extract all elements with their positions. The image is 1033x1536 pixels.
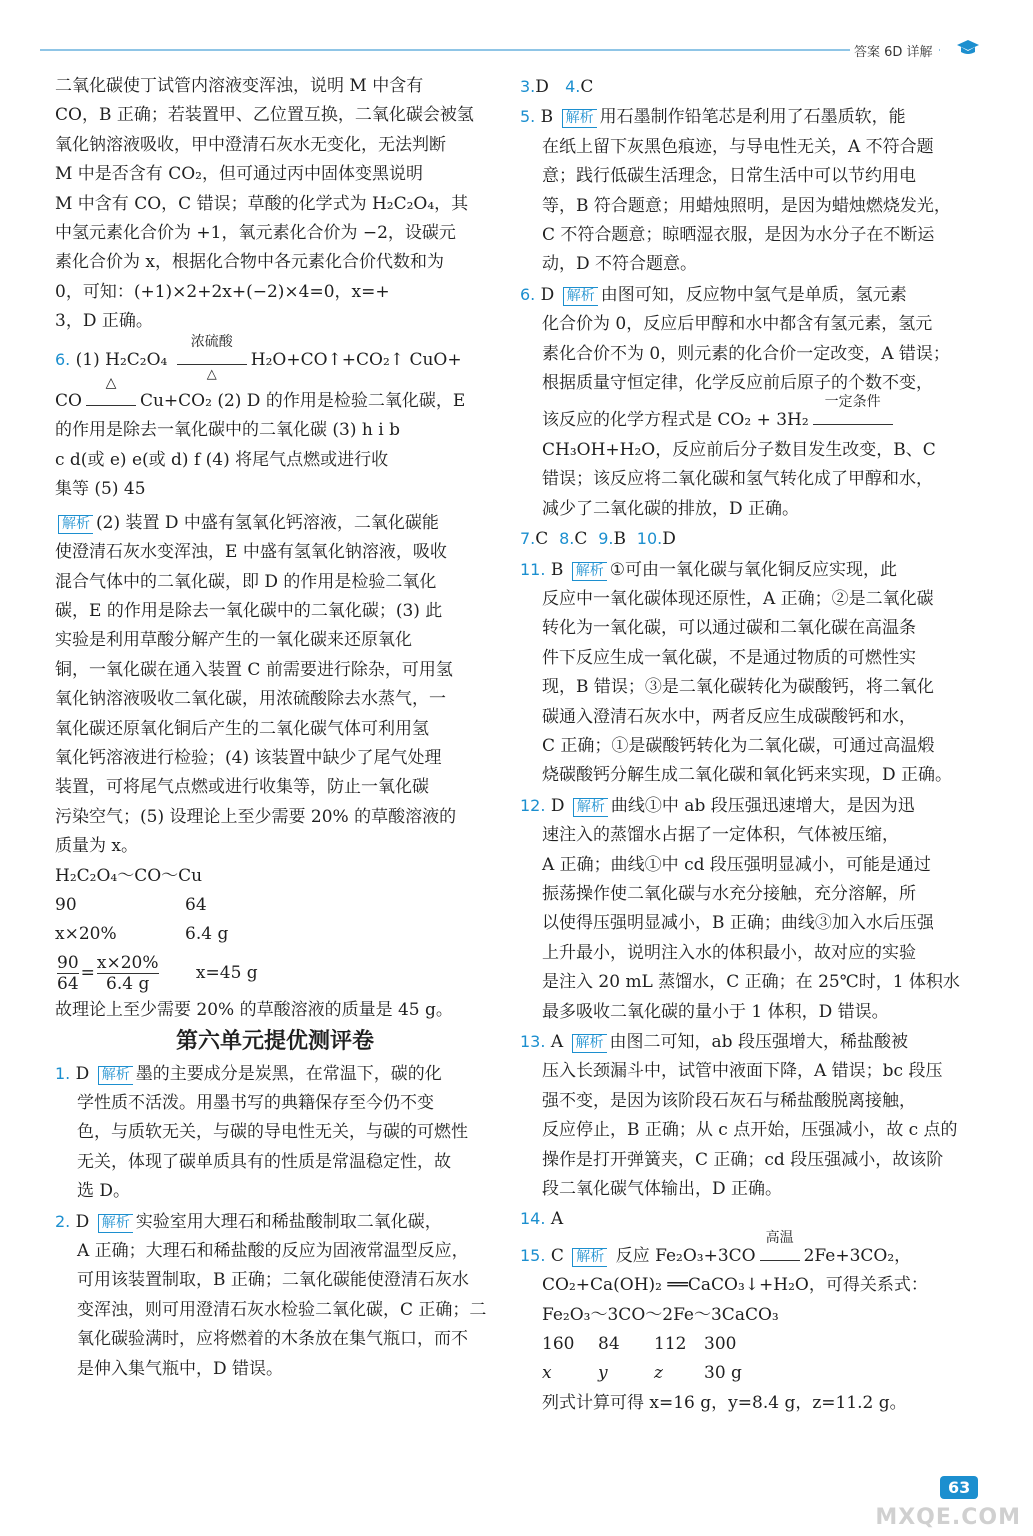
analysis-tag: 解析 <box>563 287 598 306</box>
analysis-tag: 解析 <box>572 562 607 581</box>
reaction-arrow <box>756 1229 804 1271</box>
relation-line <box>55 920 495 949</box>
text-line: 色，与质软无关，与碳的导电性无关，与碳的可燃性 <box>77 1122 468 1143</box>
text-line: 氧化钙溶液进行检验；(4) 该装置中缺少了尾气处理 <box>55 747 442 768</box>
text-line: 件下反应生成一氧化碳，不是通过物质的可燃性实 <box>542 647 916 668</box>
text-line: CO₂+Ca(OH)₂ ══CaCO₃↓+H₂O，可得关系式： <box>542 1275 928 1296</box>
answer-letter: D <box>535 77 549 97</box>
variable: y <box>598 1363 608 1384</box>
relation-line: H₂C₂O₄～CO～Cu <box>55 865 203 886</box>
left-column <box>55 72 495 1384</box>
text-span: ①可由一氧化碳与氧化铜反应实现，此 <box>609 559 898 580</box>
answer-letter: D <box>662 529 676 550</box>
question-number: 12. <box>520 795 546 815</box>
text-line: 最多吸收二氧化碳的量小于 1 体积，D 错误。 <box>542 1001 889 1022</box>
graduation-cap-icon <box>956 38 980 58</box>
reaction-arrow <box>82 375 140 416</box>
analysis-tag: 解析 <box>98 1066 133 1085</box>
denominator: 64 <box>57 973 79 994</box>
mass-value: 90 <box>55 894 77 915</box>
header-label: 答案 6D 详解 <box>850 41 939 60</box>
text-line: 是伸入集气瓶中，D 错误。 <box>77 1358 284 1379</box>
question-2-line <box>55 1207 495 1237</box>
question-number: 9. <box>598 529 614 549</box>
text-line: 强不变，是因为该阶段石灰石与稀盐酸脱离接触， <box>542 1090 916 1111</box>
result: x=45 g <box>195 962 258 983</box>
text-line: 动，D 不符合题意。 <box>542 254 698 275</box>
page-number: 63 <box>940 1476 978 1499</box>
mass-value: 112 <box>654 1334 687 1355</box>
text-line: 质量为 x。 <box>55 836 138 857</box>
analysis-tag: 解析 <box>58 515 93 534</box>
text-span: 实验室用大理石和稀盐酸制取二氧化碳， <box>135 1211 442 1232</box>
text-line: 根据质量守恒定律，化学反应前后原子的个数不变， <box>542 373 933 394</box>
text-line: 素化合价不为 0，则元素的化合价一定改变，A 错误； <box>542 343 950 364</box>
equation-reactant: (1) H₂C₂O₄ <box>75 349 168 370</box>
text-line: 二氧化碳使丁试管内溶液变浑浊，说明 M 中含有 <box>55 76 424 96</box>
text-line: 0，可知：(+1)×2+2x+(−2)×4=0，x=+ <box>55 281 390 302</box>
reaction-condition: 浓硫酸 <box>190 333 233 350</box>
text-line: 3，D 正确。 <box>55 311 153 332</box>
text-line: 氧化钠溶液吸收二氧化碳，用浓硫酸除去水蒸气，一 <box>55 689 446 710</box>
text-line: 氧化碳验满时，应将燃着的木条放在集气瓶口，而不 <box>77 1329 468 1350</box>
analysis-tag: 解析 <box>572 1034 607 1053</box>
answer-letter: B <box>540 107 554 128</box>
text-span: 反应 Fe₂O₃+3CO <box>615 1245 756 1266</box>
reaction-condition: 高温 <box>765 1229 794 1246</box>
text-span: 由图可知，反应物中氢气是单质，氢元素 <box>600 284 907 305</box>
text-line: 氧化钠溶液吸收，甲中澄清石灰水无变化，无法判断 <box>55 134 446 155</box>
text-line: 变浑浊，则可用澄清石灰水检验二氧化碳，C 正确；二 <box>77 1299 487 1320</box>
question-7-10-line <box>520 524 975 554</box>
text-line: 学性质不活泼。用墨书写的典籍保存至今仍不变 <box>77 1093 434 1113</box>
variable: x <box>542 1363 552 1384</box>
question-number: 5. <box>520 107 536 127</box>
analysis-tag: 解析 <box>98 1214 133 1233</box>
question-number: 14. <box>520 1209 546 1229</box>
reaction-arrow <box>173 333 251 382</box>
equation-reactant: CO <box>55 391 82 412</box>
question-6-line <box>520 280 975 310</box>
answer-letter: B <box>613 529 626 550</box>
header-rule <box>40 49 940 51</box>
text-span: 墨的主要成分是炭黑，在常温下，碳的化 <box>135 1063 442 1084</box>
answer-letter: A <box>550 1209 564 1230</box>
text-line: 段二氧化碳气体输出，D 正确。 <box>542 1179 783 1200</box>
answer-letter: D <box>75 1211 90 1232</box>
text-line: 意；践行低碳生活理念，日常生活中可以节约用电 <box>542 166 916 187</box>
text-line: 素化合价为 x，根据化合物中各元素化合价代数和为 <box>55 252 444 273</box>
text-span: 用石墨制作铅笔芯是利用了石墨质软，能 <box>599 107 906 128</box>
question-11-line <box>520 555 975 585</box>
question-number: 15. <box>520 1245 546 1265</box>
text-line <box>55 375 495 416</box>
text-line: 实验是利用草酸分解产生的一氧化碳来还原氧化 <box>55 630 412 651</box>
relation-line <box>520 1359 975 1388</box>
text-line: 故理论上至少需要 20% 的草酸溶液的质量是 45 g。 <box>55 999 453 1020</box>
text-line: c d(或 e) e(或 d) f (4) 将尾气点燃或进行收 <box>55 449 389 470</box>
text-line: 等，B 符合题意；用蜡烛照明，是因为蜡烛燃烧发光， <box>542 195 951 216</box>
mass-value: 64 <box>185 894 207 915</box>
text-line: 速注入的蒸馏水占据了一定体积，气体被压缩， <box>542 825 899 846</box>
text-line: 在纸上留下灰黑色痕迹，与导电性无关，A 不符合题 <box>542 136 934 157</box>
mass-value: 30 g <box>704 1363 742 1384</box>
text-line: 铜，一氧化碳在通入装置 C 前需要进行除杂，可用氢 <box>55 659 453 680</box>
answer-letter: C <box>535 529 549 550</box>
question-3-4-line <box>520 72 975 102</box>
text-line: 振荡操作使二氧化碳与水充分接触，充分溶解，所 <box>542 883 916 904</box>
question-14-line <box>520 1204 975 1234</box>
text-line: 集等 (5) 45 <box>55 479 146 500</box>
text-line: M 中是否含有 CO₂，但可通过丙中固体变黑说明 <box>55 164 423 185</box>
fraction <box>97 953 159 994</box>
question-15-line <box>520 1229 975 1271</box>
mass-value: 300 <box>704 1334 737 1355</box>
text-line: 错误；该反应将二氧化碳和氢气转化成了甲醇和水， <box>542 469 933 490</box>
relation-line: Fe₂O₃～3CO～2Fe～3CaCO₃ <box>542 1304 779 1325</box>
text-line: 碳，E 的作用是除去一氧化碳中的二氧化碳；(3) 此 <box>55 600 443 621</box>
answer-letter: D <box>75 1063 90 1084</box>
question-12-line <box>520 791 975 821</box>
mass-value: 6.4 g <box>185 924 229 945</box>
question-number: 7. <box>520 529 536 549</box>
text-span: (2) 装置 D 中盛有氢氧化钙溶液，二氧化碳能 <box>96 512 439 533</box>
text-line: C 不符合题意；晾晒湿衣服，是因为水分子在不断运 <box>542 225 935 246</box>
text-line: 中氢元素化合价为 +1，氧元素化合价为 −2，设碳元 <box>55 223 456 244</box>
text-line: CO，B 正确；若装置甲、乙位置互换，二氧化碳会被氢 <box>55 105 474 126</box>
question-number: 3. <box>520 77 536 96</box>
question-number: 13. <box>520 1032 546 1051</box>
question-number: 2. <box>55 1211 71 1231</box>
reaction-condition: 一定条件 <box>824 394 881 411</box>
text-line: A 正确；大理石和稀盐酸的反应为固液常温型反应， <box>77 1241 469 1262</box>
reaction-arrow <box>809 394 897 435</box>
text-span: 由图二可知，ab 段压强增大，稀盐酸被 <box>609 1032 908 1052</box>
text-line: 操作是打开弹簧夹，C 正确；cd 段压强减小，故该阶 <box>542 1149 944 1170</box>
relation-line <box>520 1330 975 1359</box>
text-line: 列式计算可得 x=16 g，y=8.4 g，z=11.2 g。 <box>542 1392 907 1413</box>
analysis-tag: 解析 <box>562 109 597 128</box>
text-line: 现，B 错误；③是二氧化碳转化为碳酸钙，将二氧化 <box>542 677 934 698</box>
watermark-text: MXQE.COM <box>875 1505 1021 1530</box>
heat-symbol: △ <box>105 375 117 392</box>
answer-letter: B <box>550 559 564 580</box>
question-number: 6. <box>55 349 71 369</box>
text-line: M 中含有 CO，C 错误；草酸的化学式为 H₂C₂O₄，其 <box>55 193 469 214</box>
answer-letter: D <box>540 284 555 305</box>
numerator: 90 <box>57 952 79 973</box>
mass-value: 84 <box>598 1334 620 1355</box>
analysis-tag: 解析 <box>572 1248 607 1267</box>
text-line: 以使得压强明显减小，B 正确；曲线③加入水后压强 <box>542 913 934 934</box>
text-span: 曲线①中 ab 段压强迅速增大，是因为迅 <box>610 795 915 816</box>
numerator: x×20% <box>96 952 159 973</box>
text-line: 选 D。 <box>77 1181 131 1202</box>
text-line: 化合价为 0，反应后甲醇和水中都含有氢元素，氢元 <box>542 314 933 335</box>
equation-products: H₂O+CO↑+CO₂↑ CuO+ <box>250 349 462 370</box>
question-number: 1. <box>55 1063 71 1083</box>
question-number: 4. <box>565 77 581 96</box>
text-line: 混合气体中的二氧化碳，即 D 的作用是检验二氧化 <box>55 571 437 592</box>
question-number: 8. <box>559 529 575 549</box>
question-1-line <box>55 1059 495 1089</box>
answer-letter: C <box>550 1245 564 1266</box>
analysis-tag: 解析 <box>573 798 608 817</box>
question-number: 11. <box>520 559 546 579</box>
relation-line <box>55 891 495 920</box>
text-span: Cu+CO₂ (2) D 的作用是检验二氧化碳，E <box>139 391 466 412</box>
text-line: 上升最小，说明注入水的体积最小，故对应的实验 <box>542 942 916 963</box>
question-5-line <box>520 102 975 132</box>
right-column <box>520 72 975 1418</box>
text-line: 是注入 20 mL 蒸馏水，C 正确；在 25℃时，1 体积水 <box>542 972 960 993</box>
text-line: 反应停止，B 正确；从 c 点开始，压强减小，故 c 点的 <box>542 1120 958 1141</box>
text-line: 无关，体现了碳单质具有的性质是常温稳定性，故 <box>77 1151 451 1172</box>
question-13-line <box>520 1027 975 1057</box>
mass-value: 160 <box>542 1334 575 1355</box>
text-line: 氧化碳还原氧化铜后产生的二氧化碳气体可利用氢 <box>55 718 429 739</box>
text-line: CH₃OH+H₂O，反应前后分子数目发生改变，B、C <box>542 439 936 460</box>
text-line: 污染空气；(5) 设理论上至少需要 20% 的草酸溶液的 <box>55 806 457 827</box>
text-line: 烧碳酸钙分解生成二氧化碳和氧化钙来实现，D 正确。 <box>542 765 953 786</box>
text-line <box>55 509 495 538</box>
text-line: 反应中一氧化碳体现还原性，A 正确；②是二氧化碳 <box>542 588 934 609</box>
answer-letter: C <box>580 77 594 97</box>
question-number: 10. <box>636 529 663 549</box>
answer-letter: A <box>550 1032 564 1052</box>
text-line: 碳通入澄清石灰水中，两者反应生成碳酸钙和水， <box>542 706 916 727</box>
text-line: 压入长颈漏斗中，试管中液面下降，A 错误；bc 段压 <box>542 1061 943 1082</box>
text-line: 装置，可将尾气点燃或进行收集等，防止一氧化碳 <box>55 777 429 798</box>
text-line: 的作用是除去一氧化碳中的二氧化碳 (3) h i b <box>55 420 400 441</box>
denominator: 6.4 g <box>106 973 150 994</box>
proportion-line: $\frac{90}{64}$ = $\frac{x\times 20\%}{6.4 g}$ x=45 g <box>57 952 258 994</box>
mass-value: x×20% <box>55 924 117 945</box>
fraction <box>57 953 79 994</box>
answer-letter: C <box>574 529 588 550</box>
answer-letter: D <box>550 795 565 816</box>
text-span: 2Fe+3CO₂， <box>803 1245 912 1266</box>
text-line <box>520 394 975 435</box>
section-title: 第六单元提优测评卷 <box>175 1029 374 1055</box>
text-span: 该反应的化学方程式是 CO₂ + 3H₂ <box>542 410 809 431</box>
question-number: 6. <box>520 284 536 304</box>
text-line: 使澄清石灰水变浑浊，E 中盛有氢氧化钠溶液，吸收 <box>55 542 447 563</box>
text-line: 可用该装置制取，B 正确；二氧化碳能使澄清石灰水 <box>77 1270 469 1291</box>
text-line: C 正确；①是碳酸钙转化为二氧化碳，可通过高温煅 <box>542 735 935 756</box>
text-line: 减少了二氧化碳的排放，D 正确。 <box>542 498 800 519</box>
heat-symbol: △ <box>206 366 217 382</box>
text-line: A 正确；曲线①中 cd 段压强明显减小，可能是通过 <box>542 854 931 875</box>
text-line: 转化为一氧化碳，可以通过碳和二氧化碳在高温条 <box>542 618 916 639</box>
variable: z <box>654 1363 663 1384</box>
